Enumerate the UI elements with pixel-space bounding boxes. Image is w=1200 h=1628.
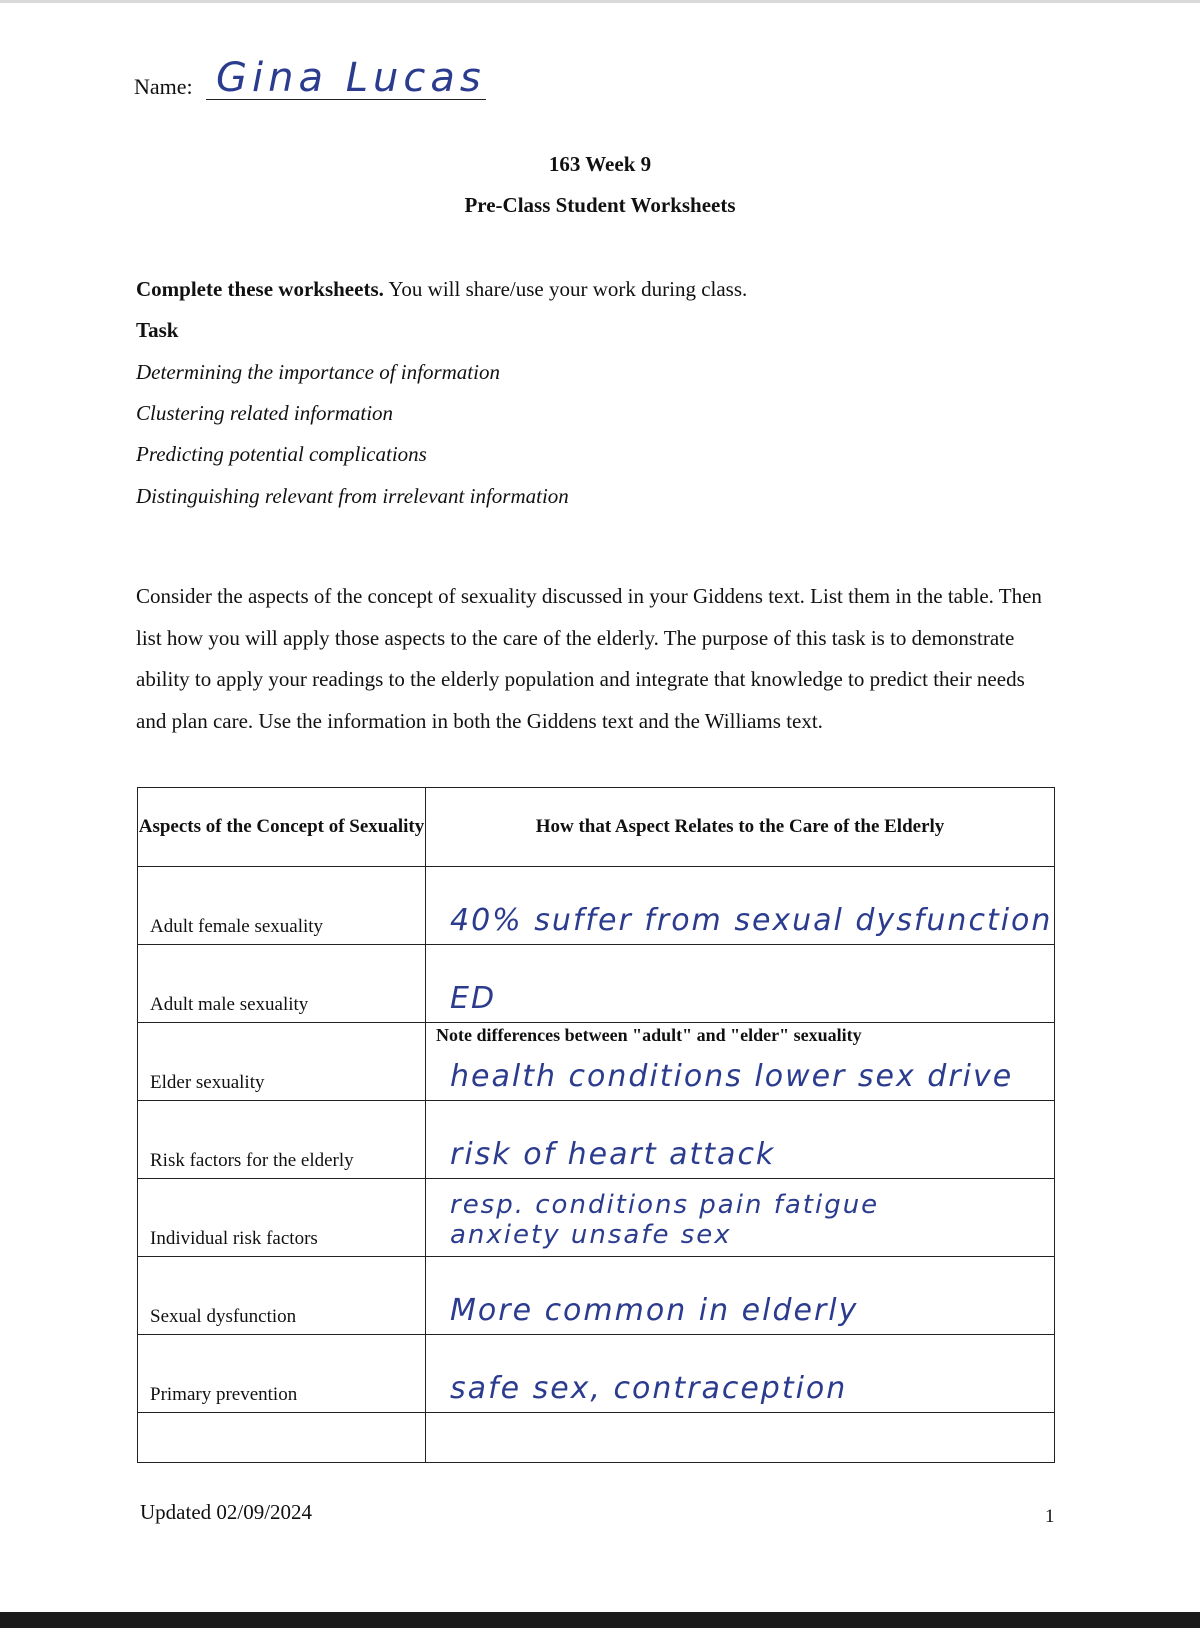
worksheet-title: Pre-Class Student Worksheets bbox=[464, 193, 736, 217]
aspect-cell: Sexual dysfunction bbox=[138, 1257, 426, 1335]
table-row bbox=[138, 1023, 1055, 1101]
updated-date: Updated 02/09/2024 bbox=[140, 1500, 313, 1524]
table-row bbox=[138, 1257, 1055, 1335]
note-text: Note differences between "adult" and "elder" sexuality bbox=[436, 1025, 862, 1045]
handwritten-response: resp. conditions pain fatigue bbox=[450, 1190, 880, 1220]
task-item: Distinguishing relevant from irrelevant information bbox=[136, 484, 569, 508]
scan-edge-bottom bbox=[0, 1612, 1200, 1628]
handwritten-response: risk of heart attack bbox=[450, 1137, 776, 1172]
table-row bbox=[138, 945, 1055, 1023]
instruction-rest: You will share/use your work during class. bbox=[383, 277, 748, 301]
task-item: Clustering related information bbox=[136, 401, 394, 425]
aspect-cell: Risk factors for the elderly bbox=[138, 1101, 426, 1179]
table-row bbox=[138, 1179, 1055, 1257]
response-cell[interactable] bbox=[426, 945, 1055, 1023]
handwritten-response: ED bbox=[450, 981, 497, 1016]
scan-edge-top bbox=[0, 0, 1200, 3]
table-row bbox=[138, 1413, 1055, 1463]
handwritten-response bbox=[426, 1456, 1054, 1462]
handwritten-response: anxiety unsafe sex bbox=[450, 1220, 732, 1250]
response-cell[interactable] bbox=[426, 1413, 1055, 1463]
instructions-paragraph: Consider the aspects of the concept of sexuality discussed in your Giddens text. List them in the table. Then list how you will apply those aspects to the care of the elderly. The purpose of this task is to demonstrate ability to apply your readings to the elderly population and integrate that knowledge to predict their needs and plan care. Use the information in both the Giddens text and the Williams text. bbox=[136, 584, 1042, 733]
table-row bbox=[138, 1335, 1055, 1413]
sexuality-aspects-table bbox=[137, 787, 1055, 1463]
header-aspects: Aspects of the Concept of Sexuality bbox=[138, 788, 426, 867]
table-row bbox=[138, 867, 1055, 945]
worksheet-week-title: 163 Week 9 bbox=[548, 152, 652, 176]
task-item: Determining the importance of information bbox=[136, 360, 500, 384]
aspect-cell: Elder sexuality bbox=[138, 1023, 426, 1101]
handwritten-response: health conditions lower sex drive bbox=[450, 1059, 1014, 1094]
response-cell[interactable] bbox=[426, 1179, 1055, 1257]
aspect-cell: Primary prevention bbox=[138, 1335, 426, 1413]
task-heading: Task bbox=[136, 318, 179, 342]
aspect-cell: Adult male sexuality bbox=[138, 945, 426, 1023]
handwritten-response: 40% suffer from sexual dysfunction bbox=[450, 903, 1053, 938]
aspect-cell bbox=[138, 1413, 426, 1463]
response-cell[interactable] bbox=[426, 1257, 1055, 1335]
table-header-row bbox=[138, 788, 1055, 867]
name-value: Gina Lucas bbox=[206, 56, 486, 100]
instruction-bold: Complete these worksheets. bbox=[136, 277, 384, 301]
name-field bbox=[134, 55, 494, 110]
response-cell[interactable] bbox=[426, 867, 1055, 945]
response-cell[interactable] bbox=[426, 1335, 1055, 1413]
instruction-text bbox=[136, 277, 747, 302]
aspect-cell: Adult female sexuality bbox=[138, 867, 426, 945]
handwritten-response: safe sex, contraception bbox=[450, 1371, 848, 1406]
page-number: 1 bbox=[1045, 1506, 1055, 1527]
header-relation: How that Aspect Relates to the Care of the Elderly bbox=[426, 788, 1055, 867]
table-row bbox=[138, 1101, 1055, 1179]
task-item: Predicting potential complications bbox=[136, 442, 427, 466]
handwritten-response: More common in elderly bbox=[450, 1293, 859, 1328]
response-cell[interactable] bbox=[426, 1101, 1055, 1179]
aspect-cell: Individual risk factors bbox=[138, 1179, 426, 1257]
response-cell[interactable] bbox=[426, 1023, 1055, 1101]
name-label: Name: bbox=[134, 74, 193, 99]
